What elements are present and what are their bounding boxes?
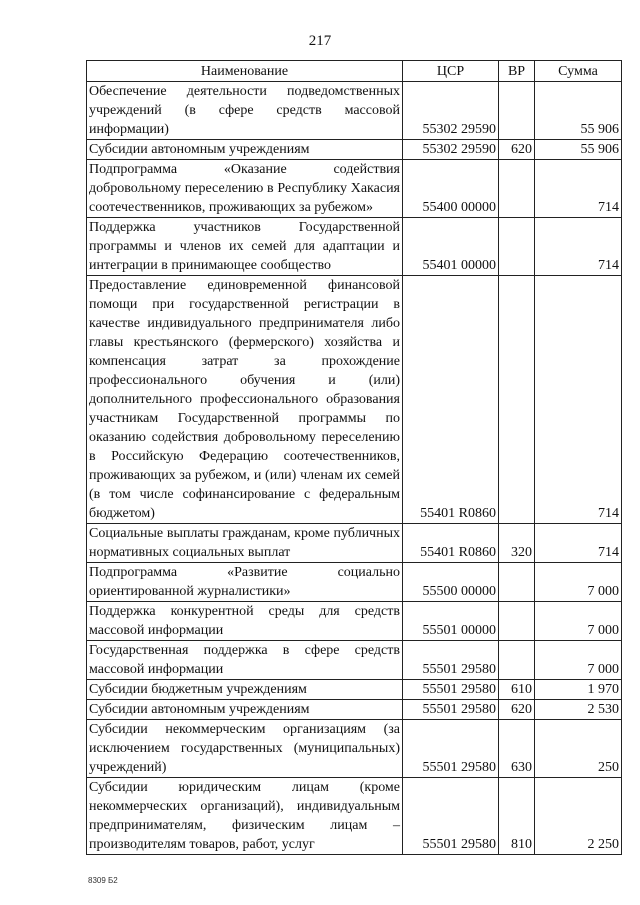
row-csr: 55500 00000	[403, 563, 499, 602]
row-vr: 610	[499, 680, 535, 700]
row-name: Субсидии юридическим лицам (кроме некоммерческих организаций), индивидуальным предпринимателям, физическим лицам – производителям товаров, работ, услуг	[87, 778, 403, 855]
row-csr: 55302 29590	[403, 82, 499, 140]
table-row	[87, 720, 622, 778]
row-name: Поддержка участников Государственной программы и членов их семей для адаптации и интеграции в принимающее сообщество	[87, 218, 403, 276]
page-number: 217	[308, 33, 332, 49]
header-csr: ЦСР	[403, 61, 499, 82]
table-row	[87, 641, 622, 680]
row-name: Субсидии автономным учреждениям	[87, 140, 403, 160]
row-vr: 620	[499, 140, 535, 160]
row-name: Субсидии бюджетным учреждениям	[87, 680, 403, 700]
row-sum: 2 250	[535, 778, 622, 855]
table-row	[87, 276, 622, 524]
row-vr: 810	[499, 778, 535, 855]
row-sum: 7 000	[535, 602, 622, 641]
table-row	[87, 218, 622, 276]
row-csr: 55501 00000	[403, 602, 499, 641]
row-csr: 55401 00000	[403, 218, 499, 276]
row-name: Подпрограмма «Развитие социально ориентированной журналистики»	[87, 563, 403, 602]
row-name: Поддержка конкурентной среды для средств массовой информации	[87, 602, 403, 641]
header-name: Наименование	[87, 61, 403, 82]
row-vr	[499, 641, 535, 680]
table-row	[87, 563, 622, 602]
budget-table	[86, 60, 622, 855]
row-sum: 250	[535, 720, 622, 778]
row-sum: 55 906	[535, 140, 622, 160]
row-vr	[499, 218, 535, 276]
row-name: Предоставление единовременной финансовой помощи при государственной регистрации в качестве индивидуального предпринимателя либо главы крестьянского (фермерского) хозяйства и компенсация затрат за прохождение профессионального обучения и (или) дополнительного профессионального образования участникам Государственной программы по оказанию содействия добровольному переселению в Российскую Федерацию соотечественников, проживающих за рубежом, и (или) членам их семей (в том числе софинансирование с федеральным бюджетом)	[87, 276, 403, 524]
row-csr: 55501 29580	[403, 700, 499, 720]
table-row	[87, 680, 622, 700]
row-vr	[499, 160, 535, 218]
row-sum: 2 530	[535, 700, 622, 720]
row-vr: 630	[499, 720, 535, 778]
row-csr: 55501 29580	[403, 778, 499, 855]
table-header-row	[87, 61, 622, 82]
table-row	[87, 524, 622, 563]
row-vr	[499, 602, 535, 641]
table-row	[87, 140, 622, 160]
row-sum: 1 970	[535, 680, 622, 700]
table-row	[87, 700, 622, 720]
row-vr	[499, 563, 535, 602]
row-name: Субсидии автономным учреждениям	[87, 700, 403, 720]
row-sum: 714	[535, 524, 622, 563]
row-csr: 55501 29580	[403, 680, 499, 700]
row-csr: 55501 29580	[403, 720, 499, 778]
row-vr: 620	[499, 700, 535, 720]
table-row	[87, 160, 622, 218]
row-sum: 714	[535, 218, 622, 276]
row-vr: 320	[499, 524, 535, 563]
row-vr	[499, 82, 535, 140]
table-row	[87, 778, 622, 855]
row-sum: 714	[535, 276, 622, 524]
row-csr: 55401 R0860	[403, 524, 499, 563]
table-row	[87, 82, 622, 140]
row-sum: 55 906	[535, 82, 622, 140]
row-csr: 55501 29580	[403, 641, 499, 680]
row-csr: 55400 00000	[403, 160, 499, 218]
header-vr: ВР	[499, 61, 535, 82]
row-csr: 55401 R0860	[403, 276, 499, 524]
header-sum: Сумма	[535, 61, 622, 82]
row-name: Социальные выплаты гражданам, кроме публичных нормативных социальных выплат	[87, 524, 403, 563]
table-body	[87, 82, 622, 855]
footer-code: 8309 Б2	[88, 876, 118, 885]
table-row	[87, 602, 622, 641]
row-sum: 714	[535, 160, 622, 218]
row-name: Подпрограмма «Оказание содействия добровольному переселению в Республику Хакасия соотечественников, проживающих за рубежом»	[87, 160, 403, 218]
row-name: Государственная поддержка в сфере средств массовой информации	[87, 641, 403, 680]
row-vr	[499, 276, 535, 524]
row-csr: 55302 29590	[403, 140, 499, 160]
row-sum: 7 000	[535, 563, 622, 602]
row-name: Обеспечение деятельности подведомственных учреждений (в сфере средств массовой информации)	[87, 82, 403, 140]
row-name: Субсидии некоммерческим организациям (за исключением государственных (муниципальных) учреждений)	[87, 720, 403, 778]
row-sum: 7 000	[535, 641, 622, 680]
